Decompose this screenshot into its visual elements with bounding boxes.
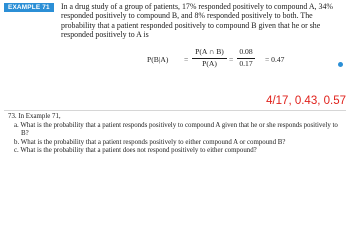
bullet-dot-icon (338, 62, 343, 67)
fraction-definition (192, 48, 227, 68)
fraction-values (237, 48, 255, 68)
example-text: In a drug study of a group of patients, 17% responded positively to compound A, 34% responded positively to compound B, and 8% responded positively to both. The probability that a patient responded positively to compound B given that he or she responded positively to A is (61, 2, 333, 40)
fraction-denominator: 0.17 (239, 58, 253, 68)
equals-sign: = (184, 55, 189, 64)
formula-result: = 0.47 (265, 55, 285, 64)
problem-header: 73. In Example 71, (8, 113, 61, 120)
divider (4, 110, 346, 111)
problem-part-c: c. What is the probability that a patient does not respond positively to either compound? (14, 147, 257, 155)
equals-sign: = (229, 55, 234, 64)
formula-lhs: P(B|A) (147, 55, 169, 64)
problem-part-a: a. What is the probability that a patient responds positively to compound A given that he or she responds positively to B? (14, 121, 338, 138)
fraction-numerator: 0.08 (237, 48, 255, 59)
example-label: EXAMPLE 71 (4, 3, 54, 12)
fraction-numerator: P(A ∩ B) (192, 48, 227, 59)
problem-73 (8, 113, 344, 156)
fraction-denominator: P(A) (202, 58, 217, 68)
handwritten-answer: 4/17, 0.43, 0.57 (266, 95, 346, 107)
problem-part-b: b. What is the probability that a patient responds positively to either compound A or compound B? (14, 138, 286, 146)
